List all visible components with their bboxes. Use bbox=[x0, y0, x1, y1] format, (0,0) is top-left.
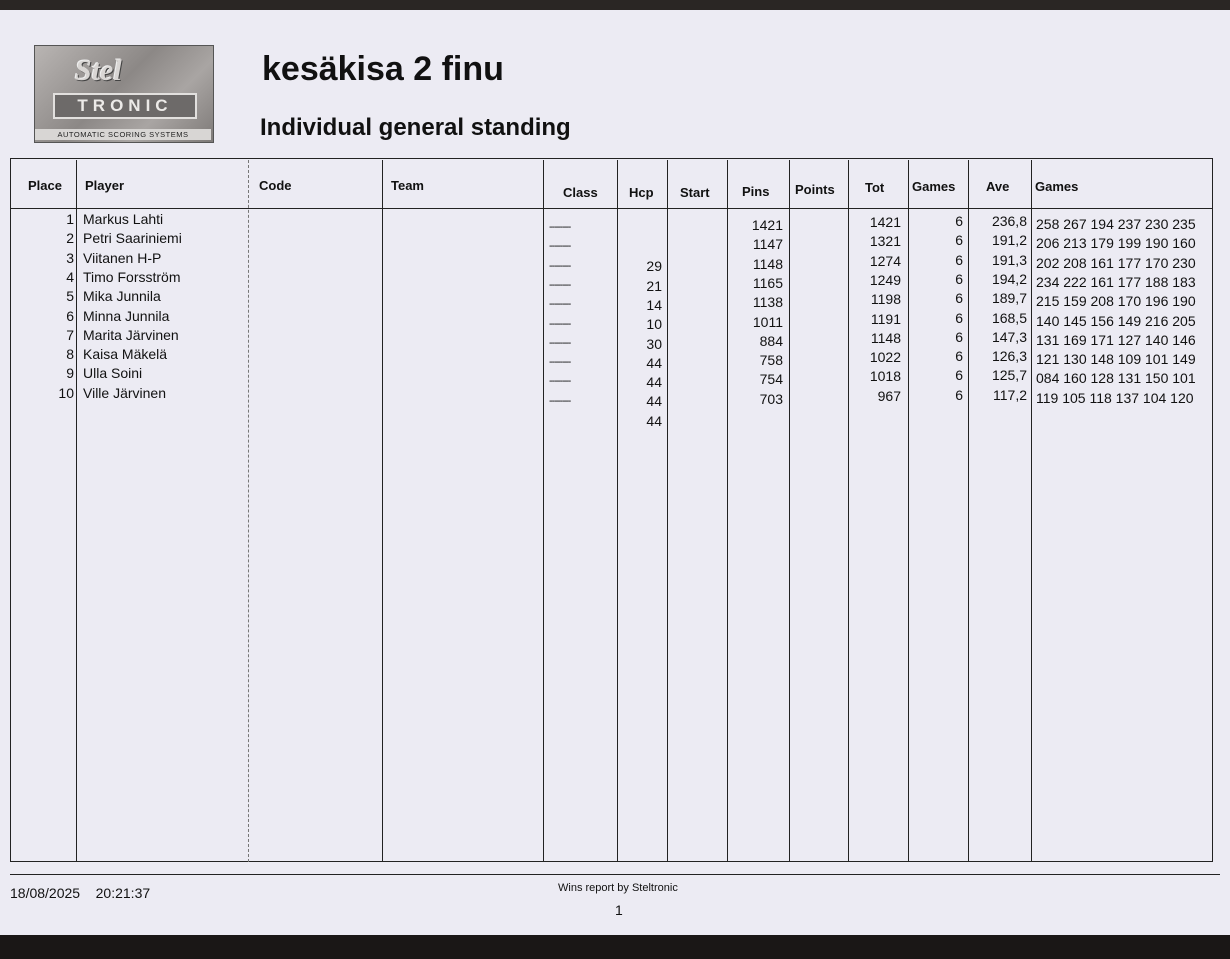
player-cell: Petri Saariniemi bbox=[83, 230, 182, 247]
class-cell: -------- bbox=[549, 394, 571, 407]
player-cell: Timo Forsström bbox=[83, 268, 181, 285]
games-count-cell: 6 bbox=[955, 232, 963, 249]
header-tot: Tot bbox=[865, 180, 885, 195]
pins-cell: 1165 bbox=[752, 274, 783, 291]
tot-cell: 967 bbox=[877, 387, 901, 404]
ave-cell: 189,7 bbox=[991, 290, 1027, 307]
header-games-count: Games bbox=[912, 179, 956, 194]
ave-cell: 191,3 bbox=[991, 251, 1027, 268]
tot-cell: 1249 bbox=[869, 271, 901, 288]
hcp-cell: 44 bbox=[646, 374, 662, 391]
table-row bbox=[0, 211, 1230, 233]
place-cell: 1 bbox=[66, 211, 74, 227]
scores-cell: 234 222 161 177 188 183 bbox=[1036, 273, 1196, 290]
games-count-cell: 6 bbox=[955, 213, 963, 229]
tot-cell: 1148 bbox=[870, 329, 901, 346]
hcp-cell: 30 bbox=[646, 335, 662, 352]
player-cell: Marita Järvinen bbox=[83, 326, 179, 343]
tot-cell: 1274 bbox=[869, 252, 901, 269]
games-count-cell: 6 bbox=[955, 309, 963, 326]
header-points: Points bbox=[795, 182, 835, 197]
class-cell: -------- bbox=[549, 356, 571, 369]
hcp-cell: 44 bbox=[646, 354, 662, 371]
games-count-cell: 6 bbox=[955, 270, 963, 287]
ave-cell: 168,5 bbox=[991, 309, 1027, 326]
games-count-cell: 6 bbox=[955, 348, 963, 365]
hcp-cell: 14 bbox=[646, 296, 662, 313]
footer-divider bbox=[10, 874, 1220, 875]
player-cell: Viitanen H-P bbox=[83, 249, 162, 266]
header-team: Team bbox=[391, 178, 424, 193]
scores-cell: 215 159 208 170 196 190 bbox=[1036, 293, 1196, 310]
page-subtitle: Individual general standing bbox=[260, 114, 571, 141]
place-cell: 6 bbox=[66, 307, 74, 324]
scores-cell: 258 267 194 237 230 235 bbox=[1036, 216, 1196, 232]
pins-cell: 884 bbox=[759, 332, 783, 349]
tot-cell: 1018 bbox=[869, 368, 901, 385]
header-place: Place bbox=[28, 178, 62, 193]
header-ave: Ave bbox=[986, 179, 1010, 194]
class-cell: -------- bbox=[549, 278, 571, 291]
hcp-cell: 44 bbox=[646, 393, 662, 410]
logo-tagline: AUTOMATIC SCORING SYSTEMS bbox=[35, 129, 211, 140]
player-cell: Ulla Soini bbox=[83, 365, 143, 382]
scores-cell: 119 105 118 137 104 120 bbox=[1036, 389, 1194, 406]
background-surface bbox=[0, 935, 1230, 959]
scores-cell: 121 130 148 109 101 149 bbox=[1036, 351, 1196, 368]
pins-cell: 758 bbox=[759, 352, 783, 369]
class-cell: -------- bbox=[549, 259, 571, 272]
player-cell: Mika Junnila bbox=[83, 288, 161, 305]
scores-cell: 140 145 156 149 216 205 bbox=[1036, 312, 1196, 329]
scores-cell: 202 208 161 177 170 230 bbox=[1036, 254, 1196, 271]
tot-cell: 1421 bbox=[869, 214, 901, 230]
ave-cell: 117,2 bbox=[993, 386, 1027, 403]
games-count-cell: 6 bbox=[955, 328, 963, 345]
ave-cell: 147,3 bbox=[991, 328, 1027, 345]
scores-cell: 084 160 128 131 150 101 bbox=[1036, 370, 1196, 387]
scores-cell: 131 169 171 127 140 146 bbox=[1036, 331, 1196, 348]
games-count-cell: 6 bbox=[955, 367, 963, 384]
ave-cell: 126,3 bbox=[991, 348, 1027, 365]
player-cell: Minna Junnila bbox=[83, 307, 170, 324]
table-row bbox=[0, 384, 1230, 429]
pins-cell: 1148 bbox=[752, 255, 783, 272]
hcp-cell: 29 bbox=[646, 258, 662, 275]
ave-cell: 125,7 bbox=[991, 367, 1027, 384]
steltronic-logo bbox=[34, 45, 214, 143]
page-title: kesäkisa 2 finu bbox=[262, 50, 504, 88]
header-pins: Pins bbox=[742, 184, 770, 199]
place-cell: 9 bbox=[66, 365, 74, 382]
scores-cell: 206 213 179 199 190 160 bbox=[1036, 235, 1196, 252]
pins-cell: 1147 bbox=[752, 236, 783, 253]
hcp-cell: 10 bbox=[646, 316, 662, 333]
player-cell: Kaisa Mäkelä bbox=[83, 346, 168, 363]
place-cell: 7 bbox=[66, 326, 74, 343]
page-number: 1 bbox=[615, 902, 623, 918]
class-cell: -------- bbox=[549, 221, 571, 233]
footer-timestamp bbox=[10, 885, 150, 901]
ave-cell: 194,2 bbox=[991, 270, 1027, 287]
footer-date: 18/08/2025 bbox=[10, 885, 81, 901]
ave-cell: 191,2 bbox=[991, 232, 1027, 249]
place-cell: 4 bbox=[66, 268, 74, 285]
tot-cell: 1022 bbox=[869, 349, 901, 366]
class-cell: -------- bbox=[549, 375, 571, 388]
header-code: Code bbox=[259, 178, 292, 193]
games-count-cell: 6 bbox=[955, 251, 963, 268]
footer-time: 20:21:37 bbox=[95, 885, 151, 901]
games-count-cell: 6 bbox=[955, 386, 963, 403]
footer-report-label: Wins report by Steltronic bbox=[558, 882, 678, 894]
logo-tronic-text: TRONIC bbox=[53, 93, 197, 119]
place-cell: 3 bbox=[66, 249, 74, 266]
logo-stel-text: Stel bbox=[75, 54, 122, 87]
pins-cell: 1421 bbox=[751, 217, 783, 233]
place-cell: 10 bbox=[58, 384, 74, 401]
games-count-cell: 6 bbox=[955, 290, 963, 307]
header-start: Start bbox=[680, 185, 710, 200]
pins-cell: 703 bbox=[759, 390, 783, 407]
player-cell: Markus Lahti bbox=[83, 211, 164, 227]
class-cell: -------- bbox=[549, 240, 571, 253]
header-hcp: Hcp bbox=[629, 185, 654, 200]
place-cell: 2 bbox=[66, 230, 74, 247]
ave-cell: 236,8 bbox=[991, 213, 1027, 229]
class-cell: -------- bbox=[549, 336, 571, 349]
player-cell: Ville Järvinen bbox=[83, 384, 167, 401]
tot-cell: 1191 bbox=[870, 310, 901, 327]
place-cell: 5 bbox=[66, 288, 74, 305]
place-cell: 8 bbox=[66, 346, 74, 363]
header-divider bbox=[10, 208, 1213, 209]
hcp-cell: 21 bbox=[646, 277, 662, 294]
hcp-cell: 44 bbox=[646, 412, 662, 429]
header-player: Player bbox=[85, 178, 125, 193]
class-cell: -------- bbox=[549, 317, 571, 330]
pins-cell: 1011 bbox=[752, 313, 783, 330]
tot-cell: 1321 bbox=[869, 233, 901, 250]
class-cell: -------- bbox=[549, 298, 571, 311]
header-games-list: Games bbox=[1035, 179, 1079, 194]
pins-cell: 1138 bbox=[752, 294, 783, 311]
header-class: Class bbox=[563, 185, 598, 200]
tot-cell: 1198 bbox=[870, 291, 901, 308]
pins-cell: 754 bbox=[759, 371, 783, 388]
